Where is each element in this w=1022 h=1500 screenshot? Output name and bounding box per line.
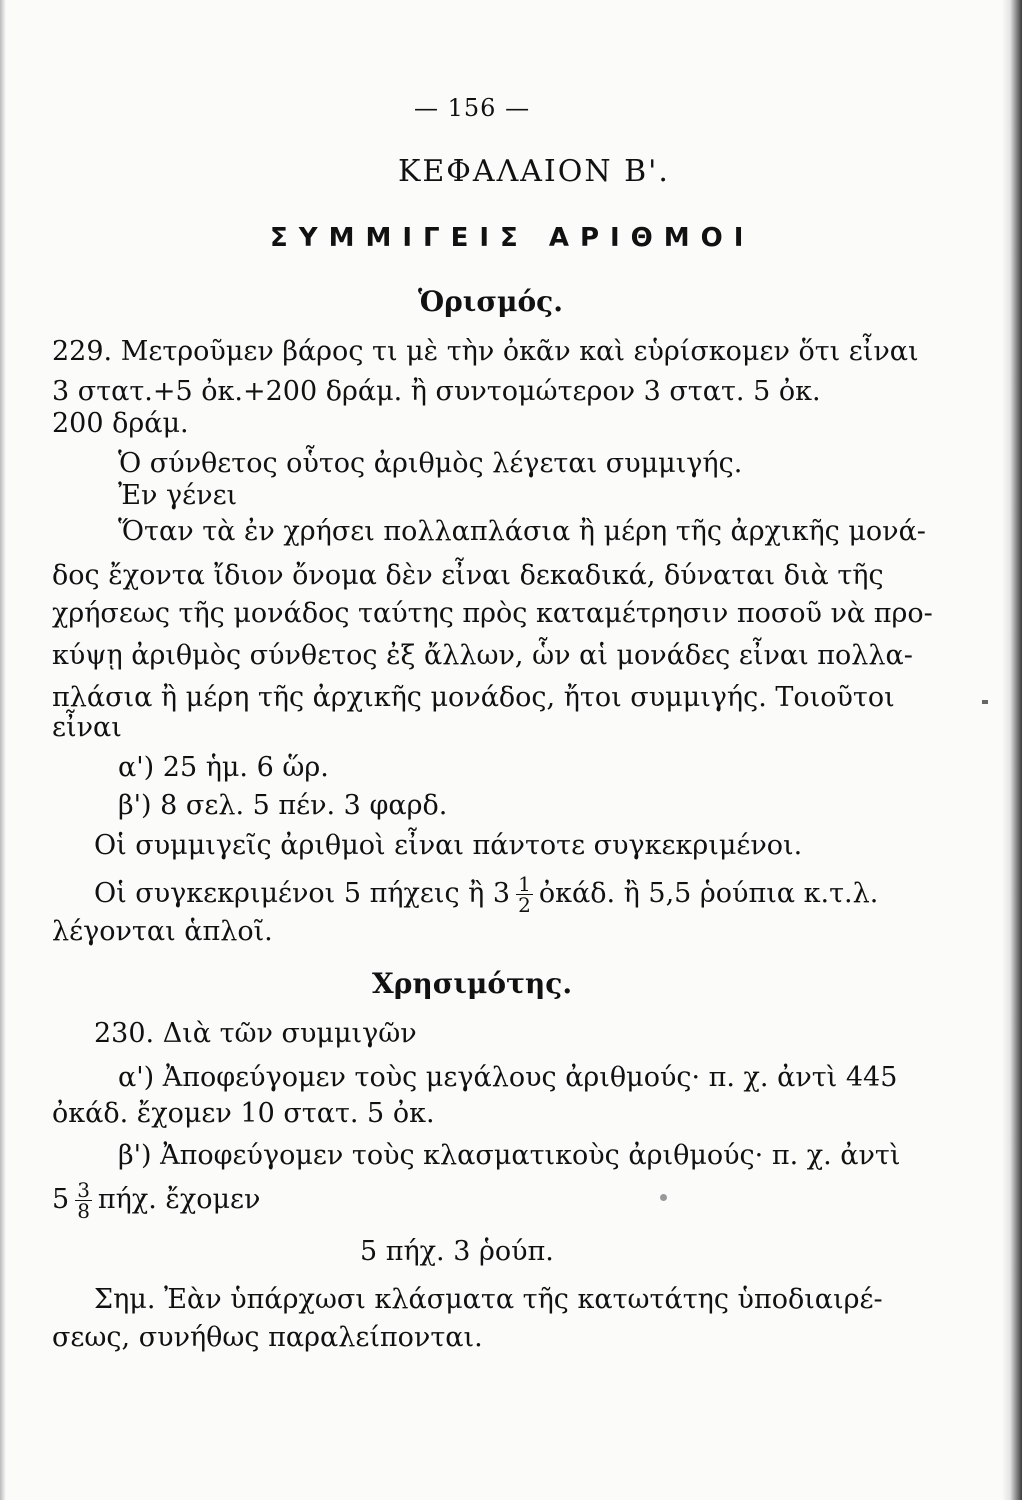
text-span: πήχ. ἔχομεν	[97, 1184, 261, 1215]
text-span: 5	[52, 1184, 70, 1215]
paragraph-line: Ἐν γένει	[118, 480, 238, 511]
heading-usefulness: Χρησιμότης.	[372, 967, 573, 1000]
fraction-numerator: 1	[518, 872, 531, 896]
result-line: 5 πήχ. 3 ῥούπ.	[360, 1236, 554, 1267]
paragraph-line: 229. Μετροῦμεν βάρος τι μὲ τὴν ὀκᾶν καὶ εὑρίσκομεν ὅτι εἶναι	[52, 336, 919, 367]
ink-dot	[660, 1194, 667, 1201]
page-number: — 156 —	[414, 94, 531, 122]
paragraph-line: 230. Διὰ τῶν συμμιγῶν	[94, 1018, 417, 1049]
fraction	[516, 874, 533, 915]
paragraph-line: πλάσια ἢ μέρη τῆς ἀρχικῆς μονάδος, ἤτοι συμμιγής. Τοιοῦτοι	[52, 682, 895, 713]
paragraph-line: κύψῃ ἀριθμὸς σύνθετος ἐξ ἄλλων, ὧν αἱ μονάδες εἶναι πολλα-	[52, 640, 913, 671]
margin-mark	[982, 700, 988, 704]
paragraph-line: 200 δράμ.	[52, 408, 189, 439]
fraction	[75, 1180, 92, 1221]
list-item: β') 8 σελ. 5 πέν. 3 φαρδ.	[118, 790, 448, 821]
note-line: σεως, συνήθως παραλείπονται.	[52, 1322, 483, 1353]
paragraph-line: 3 στατ.+5 ὀκ.+200 δράμ. ἢ συντομώτερον 3 στατ. 5 ὀκ.	[52, 376, 821, 407]
paragraph-line: ὀκάδ. ἔχομεν 10 στατ. 5 ὀκ.	[52, 1098, 435, 1129]
example-line	[52, 1180, 260, 1221]
paragraph-line: Ὅταν τὰ ἐν χρήσει πολλαπλάσια ἢ μέρη τῆς ἀρχικῆς μονά-	[118, 516, 926, 547]
note-line: Σημ. Ἐὰν ὑπάρχωσι κλάσματα τῆς κατωτάτης ὑποδιαιρέ-	[94, 1284, 883, 1315]
page-edge-left	[0, 0, 6, 1500]
fraction-numerator: 3	[77, 1178, 90, 1202]
concrete-numbers-line	[94, 874, 878, 915]
list-item: β') Ἀποφεύγομεν τοὺς κλασματικοὺς ἀριθμούς· π. χ. ἀντὶ	[118, 1140, 901, 1171]
paragraph-line: χρήσεως τῆς μονάδος ταύτης πρὸς καταμέτρησιν ποσοῦ νὰ προ-	[52, 598, 933, 629]
page-edge-right	[1002, 0, 1022, 1500]
paragraph-line: Ὁ σύνθετος οὗτος ἀριθμὸς λέγεται συμμιγής.	[118, 448, 743, 479]
paragraph-line: Οἱ συμμιγεῖς ἀριθμοὶ εἶναι πάντοτε συγκεκριμένοι.	[94, 830, 803, 861]
list-item: α') 25 ἡμ. 6 ὥρ.	[118, 752, 329, 783]
heading-definition: Ὁρισμός.	[418, 285, 563, 318]
fraction-denominator: 8	[77, 1199, 90, 1223]
paragraph-line: εἶναι	[52, 712, 122, 743]
text-span: Οἱ συγκεκριμένοι 5 πήχεις ἢ 3	[94, 878, 511, 909]
list-item: α') Ἀποφεύγομεν τοὺς μεγάλους ἀριθμούς· π. χ. ἀντὶ 445	[118, 1062, 898, 1093]
fraction-denominator: 2	[518, 893, 531, 917]
section-title: ΣΥΜΜΙΓΕΙΣ ΑΡΙΘΜΟΙ	[270, 223, 755, 253]
text-span: ὀκάδ. ἢ 5,5 ῥούπια κ.τ.λ.	[538, 878, 879, 909]
chapter-title: ΚΕΦΑΛΑΙΟΝ Β'.	[398, 154, 670, 189]
paragraph-line: λέγονται ἁπλοῖ.	[52, 916, 273, 947]
paragraph-line: δος ἔχοντα ἴδιον ὄνομα δὲν εἶναι δεκαδικά, δύναται διὰ τῆς	[52, 560, 884, 591]
